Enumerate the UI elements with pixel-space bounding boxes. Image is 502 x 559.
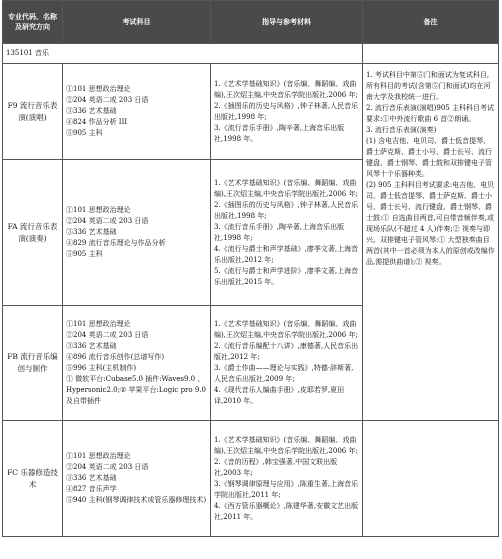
remark-item: 2. 流行音乐表演(演唱)905 主科科目考试要求:①中外流行歌曲 6 首②朗诵。: [366, 104, 494, 123]
header-references: 指导与参考材料: [211, 1, 363, 44]
subject-list: [63, 306, 211, 421]
major-name: FB 流行音乐编创与制作: [3, 306, 63, 421]
subject-item: ⑤905 主科: [66, 250, 103, 258]
major-name: F9 流行音乐表演(演唱): [3, 64, 63, 160]
subject-item: ③336 艺术基础: [66, 474, 117, 482]
reference-item: 3.《流行音乐手册》,陶辛著,上海音乐出版社,1998 年。: [214, 123, 345, 143]
subject-item: ③336 艺术基础: [66, 107, 117, 115]
subject-item: ④827 音乐声学: [66, 485, 117, 493]
subject-item: ①101 思想政治理论: [66, 85, 131, 93]
subject-list: [63, 64, 211, 160]
header-remarks: 备注: [363, 1, 499, 44]
subject-item: ②204 英语二或 203 日语: [66, 331, 149, 339]
remark-item: (1) 含电吉他、电贝司、爵士低音提琴、爵士萨克斯、爵士小号、爵士长号、流行键盘、爵士钢琴、爵士鼓和双排键电子管风琴十个乐器种类。: [366, 137, 492, 178]
subject-item: ①101 思想政治理论: [66, 452, 131, 460]
remarks-cell: [363, 64, 499, 421]
subject-item: ②204 英语二或 203 日语: [66, 96, 149, 104]
remark-item: (2) 905 主科科目考试要求:电吉他、电贝司、爵士低音提琴、爵士萨克斯、爵士小号、爵士长号、流行键盘、爵士钢琴、爵士鼓:① 自选曲目两首,可自带音频伴奏,或现场乐队(不超过 4 人)伴奏;② 视奏与即兴。双排键电子管风琴:① 大型独奏曲目两首(其中一首必须为本人的原创或改编作品,需提供曲谱);② 视奏。: [366, 181, 495, 266]
subject-item: ⑤996 主科(主机制作): [66, 364, 137, 372]
reference-item: 2.《流行音乐编配十八讲》,康德著,人民音乐出版社,2012 年;: [214, 342, 359, 361]
reference-item: 4.《现代音乐人编曲手册》,皮耶若罗,夏田译,2010 年。: [214, 386, 345, 405]
subject-item: ①101 思想政治理论: [66, 320, 131, 328]
subject-item: ④896 流行音乐创作(总谱写作): [66, 353, 165, 361]
reference-item: 2.《音的历程》,韩宝强著,中国文联出版社,2003 年;: [214, 457, 338, 477]
table-header-row: [3, 1, 499, 44]
subject-item: ①101 思想政治理论: [66, 206, 131, 214]
subject-item: ④829 流行音乐理论与作品分析: [66, 239, 166, 247]
reference-item: 3.《钢琴调律原理与应用》,陈重生著,上海音乐学院出版社,2011 年;: [214, 479, 359, 499]
reference-list: [211, 306, 363, 421]
reference-item: 4.《流行与爵士和声学基础》,廖季文著,上海音乐出版社,2012 年;: [214, 244, 359, 264]
reference-list: [211, 64, 363, 160]
remark-item: 1. 考试科目中第⑤门和面试为复试科目,所有科目的考试(含第⑤门和面试)均在河南大学及我校统一进行。: [366, 71, 491, 101]
subject-item: ③336 艺术基础: [66, 228, 117, 236]
subject-item: ②204 英语二或 203 日语: [66, 463, 149, 471]
reference-item: 1.《艺术学基础知识》(音乐编、舞蹈编、戏曲编),王次炤主编,中央音乐学院出版社,2006 年;: [214, 320, 358, 339]
reference-item: 2.《插图乐的历史与风格》,钟子林著,人民音乐出版社,1998 年;: [214, 200, 359, 220]
section-title: 135101 音乐: [3, 44, 363, 64]
table-row: [3, 64, 499, 160]
subject-list: [63, 421, 211, 537]
reference-item: 5.《流行与爵士和声学进阶》,廖季文著,上海音乐出版社,2015 年。: [214, 266, 359, 286]
reference-list: [211, 421, 363, 537]
subject-item: ① 微软平台:Cubase5.0 插件:Waves9.0 、Hypersonic2.0;② 苹果平台:Logic pro 9.0 及自带插件: [66, 375, 206, 405]
reference-item: 3.《爵士作曲——理论与实践》,特德·辞斯著,人民音乐出版社,2009 年;: [214, 364, 354, 383]
admission-table: [2, 0, 499, 537]
reference-item: 3.《流行音乐手册》,陶辛著,上海音乐出版社,1998 年;: [214, 222, 345, 242]
reference-item: 2.《插图乐的历史与风格》,钟子林著,人民音乐出版社,1998 年;: [214, 101, 359, 121]
reference-item: 1.《艺术学基础知识》(音乐编、舞蹈编、戏曲编),王次炤主编,中央音乐学院出版社,2006 年;: [214, 79, 358, 99]
subject-list: [63, 160, 211, 306]
reference-item: 1.《艺术学基础知识》(音乐编、舞蹈编、戏曲编),王次炤主编,中央音乐学院出版社,2006 年;: [214, 178, 358, 198]
subject-item: ④824 作品分析 III: [66, 118, 128, 126]
subject-item: ⑤905 主科: [66, 129, 103, 137]
remark-item: 3. 流行音乐表演(演奏): [366, 126, 437, 134]
subject-item: ②204 英语二或 203 日语: [66, 217, 149, 225]
reference-list: [211, 160, 363, 306]
table-row: [3, 421, 499, 537]
remarks-blank: [363, 421, 499, 537]
subject-item: ③336 艺术基础: [66, 342, 117, 350]
major-name: FC 乐器修造技术: [3, 421, 63, 537]
subject-item: ⑤940 主科(钢琴调律技术或管乐器修理技术): [66, 496, 207, 504]
header-major: 专业代码、名称及研究方向: [3, 1, 63, 44]
section-blank: [363, 44, 499, 64]
reference-item: 1.《艺术学基础知识》(音乐编、舞蹈编、戏曲编),王次炤主编,中央音乐学院出版社,2006 年;: [214, 435, 358, 455]
reference-item: 4.《西方管乐器概论》,陈建华著,安徽文艺出版社,2011 年。: [214, 501, 359, 521]
header-subjects: 考试科目: [63, 1, 211, 44]
section-row: [3, 44, 499, 64]
major-name: FA 流行音乐表演(演奏): [3, 160, 63, 306]
